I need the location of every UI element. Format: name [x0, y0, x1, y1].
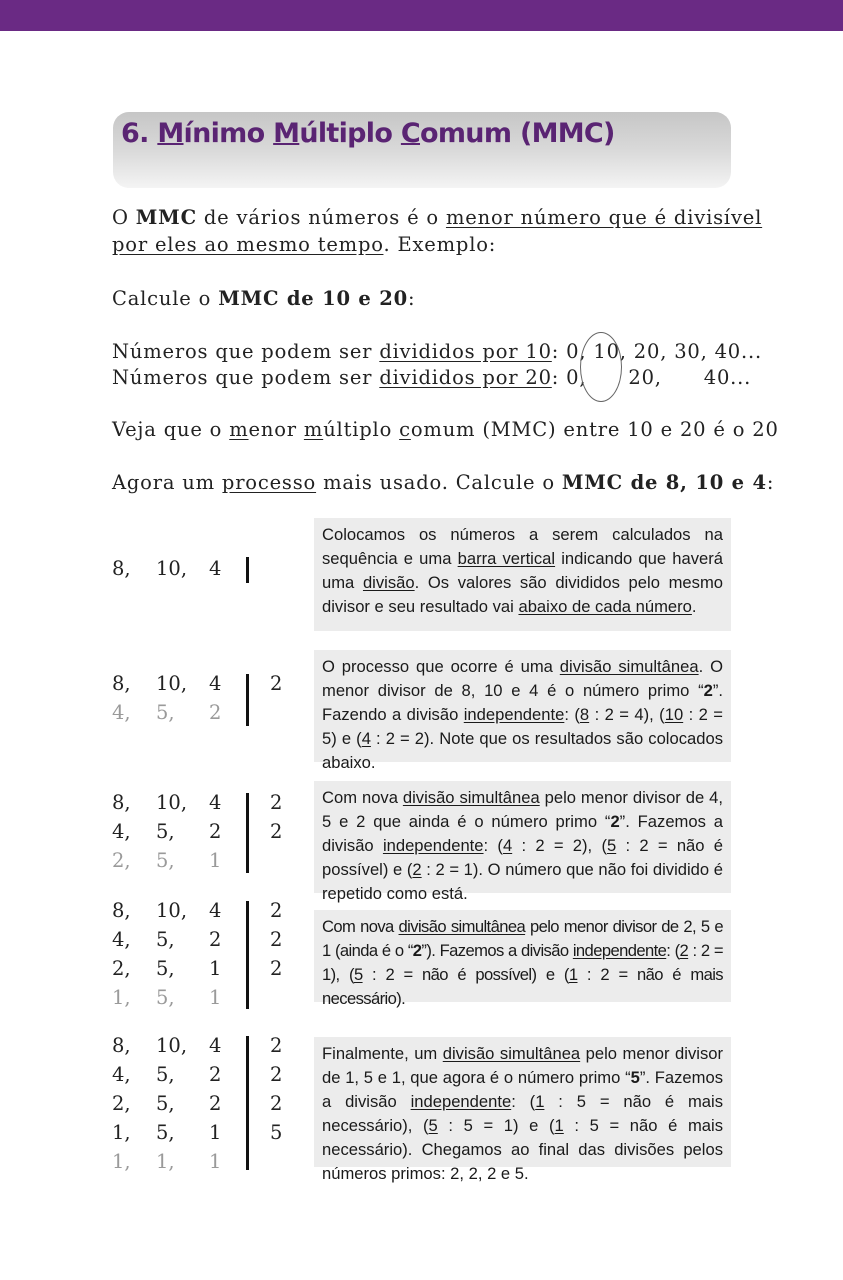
mmc-conclusion: Veja que o menor múltiplo comum (MMC) entre 10 e 20 é o 20 — [112, 418, 779, 441]
grid-value: 4, — [112, 701, 131, 724]
grid-value: 2 — [209, 928, 222, 951]
grid-row — [112, 672, 302, 700]
explanation-text: ”). Fazemos a divisão — [421, 941, 573, 960]
explanation-text: indicando que haverá uma — [322, 549, 723, 592]
grid-row — [112, 849, 302, 877]
explanation-text: independente — [572, 941, 667, 960]
explanation-text: 2 — [703, 681, 713, 700]
explanation-text: : ( — [564, 705, 580, 724]
explanation-text: Com nova — [322, 788, 403, 807]
grid-value: 5, — [156, 820, 175, 843]
grid-value: 8, — [112, 672, 131, 695]
multiples-of-20: Números que podem ser divididos por 20: 0, 20, 40... — [112, 366, 752, 389]
divisor-value: 5 — [270, 1121, 283, 1144]
grid-value: 5, — [156, 849, 175, 872]
explanation-text: 1 — [535, 1092, 545, 1111]
grid-value: 5, — [156, 701, 175, 724]
grid-value: 10, — [156, 1034, 188, 1057]
grid-value: 4, — [112, 1063, 131, 1086]
grid-value: 10, — [156, 557, 188, 580]
explanation-text: Com nova — [322, 917, 399, 936]
explanation-text: divisão simultânea — [442, 1044, 581, 1063]
explanation-text: 2 — [679, 941, 689, 960]
explanation-text: independente — [463, 705, 565, 724]
step-4-explanation — [314, 910, 731, 1008]
grid-value: 1, — [112, 1121, 131, 1144]
grid-value: 2, — [112, 957, 131, 980]
explanation-text: : 2 = 5) e ( — [322, 705, 723, 748]
grid-value: 2, — [112, 849, 131, 872]
grid-value: 10, — [156, 899, 188, 922]
definition-line-2: por eles ao mesmo tempo. Exemplo: — [112, 233, 497, 256]
explanation-text: divisão simultânea — [559, 657, 699, 676]
grid-row — [112, 1092, 302, 1120]
grid-value: 2, — [112, 1092, 131, 1115]
explanation-text: independente — [382, 836, 484, 855]
grid-row — [112, 557, 302, 585]
divisor-value: 2 — [270, 1092, 283, 1115]
explanation-text: ”. Fazendo a divisão — [322, 681, 723, 724]
explanation-text: : ( — [666, 941, 680, 960]
grid-value: 5, — [156, 1092, 175, 1115]
grid-value: 1 — [209, 1121, 222, 1144]
explanation-text: ”. Fazemos a divisão — [322, 1068, 723, 1111]
grid-value: 1, — [112, 1150, 131, 1173]
grid-value: 2 — [209, 1092, 222, 1115]
explanation-text: O processo que ocorre é uma — [322, 657, 560, 676]
explanation-text: . Os valores são divididos pelo mesmo divisor e seu resultado vai — [322, 573, 723, 616]
explanation-text: Finalmente, um — [322, 1044, 443, 1063]
explanation-text: : ( — [483, 836, 503, 855]
explanation-text: 5 — [353, 965, 363, 984]
definition-line-1: O MMC de vários números é o menor número que é divisível — [112, 206, 763, 229]
explanation-text: : 2 = não é possível) e ( — [362, 965, 569, 984]
grid-value: 5, — [156, 1121, 175, 1144]
grid-value: 4 — [209, 791, 222, 814]
grid-value: 4, — [112, 928, 131, 951]
grid-value: 4 — [209, 672, 222, 695]
explanation-text: abaixo de cada número — [518, 597, 692, 616]
step-5-explanation — [314, 1037, 731, 1183]
divisor-value: 2 — [270, 1063, 283, 1086]
explanation-text: 4 — [361, 729, 371, 748]
explanation-text: ”. Fazemos a divisão — [322, 812, 723, 855]
grid-row — [112, 928, 302, 956]
process-intro: Agora um processo mais usado. Calcule o MMC de 8, 10 e 4: — [112, 471, 775, 494]
explanation-text: 5 — [630, 1068, 640, 1087]
grid-value: 4 — [209, 557, 222, 580]
explanation-text: 4 — [502, 836, 513, 855]
divisor-value: 2 — [270, 928, 283, 951]
divisor-value: 2 — [270, 1034, 283, 1057]
division-bar — [246, 793, 249, 873]
explanation-text: 10 — [664, 705, 684, 724]
explanation-text: divisão simultânea — [402, 788, 540, 807]
divisor-value: 2 — [270, 820, 283, 843]
explanation-text: : 5 = não é mais necessário), ( — [322, 1092, 724, 1135]
explanation-text: pelo menor divisor de 4, 5 e 2 que ainda é o número primo “ — [322, 788, 723, 831]
explanation-text: barra vertical — [457, 549, 556, 568]
grid-row — [112, 791, 302, 819]
grid-value: 5, — [156, 928, 175, 951]
grid-value: 1, — [112, 986, 131, 1009]
grid-value: 10, — [156, 672, 188, 695]
grid-value: 4 — [209, 899, 222, 922]
explanation-text: 5 — [606, 836, 617, 855]
division-bar — [246, 901, 249, 1009]
grid-value: 10, — [156, 791, 188, 814]
explanation-text: 2 — [610, 812, 620, 831]
explanation-text: pelo menor divisor de 1, 5 e 1, que agora é o número primo “ — [322, 1044, 724, 1087]
explanation-text: : 2 = 1). O número que não foi dividido é repetido como está. — [322, 860, 723, 903]
grid-value: 8, — [112, 557, 131, 580]
explanation-text: : 2 = 2), ( — [512, 836, 607, 855]
grid-value: 4, — [112, 820, 131, 843]
grid-value: 8, — [112, 791, 131, 814]
section-title-box — [113, 112, 731, 188]
common-multiple-circle — [580, 332, 622, 402]
explanation-text: : 2 = 1), ( — [322, 941, 723, 984]
explanation-text: Colocamos os números a serem calculados na sequência e uma — [322, 525, 723, 568]
divisor-value: 2 — [270, 791, 283, 814]
grid-value: 2 — [209, 1063, 222, 1086]
explanation-text: divisão simultânea — [398, 917, 526, 936]
division-bar — [246, 674, 249, 726]
divisor-value: 2 — [270, 899, 283, 922]
grid-value: 4 — [209, 1034, 222, 1057]
division-bar — [246, 1036, 249, 1170]
explanation-text: : 2 = não é possível) e ( — [322, 836, 724, 879]
grid-value: 5, — [156, 1063, 175, 1086]
step-1-explanation — [314, 518, 731, 631]
top-color-bar — [0, 0, 843, 31]
grid-value: 1, — [156, 1150, 175, 1173]
grid-row — [112, 899, 302, 927]
multiples-of-10: Números que podem ser divididos por 10: 0, 10, 20, 30, 40... — [112, 340, 763, 363]
section-title: 6. Mínimo Múltiplo Comum (MMC) — [121, 118, 615, 149]
explanation-text: : ( — [511, 1092, 536, 1111]
grid-value: 8, — [112, 1034, 131, 1057]
grid-row — [112, 957, 302, 985]
divisor-value: 2 — [270, 672, 283, 695]
explanation-text: 1 — [568, 965, 578, 984]
grid-row — [112, 1150, 302, 1178]
grid-row — [112, 1121, 302, 1149]
explanation-text: pelo menor divisor de 2, 5 e 1 (ainda é o “ — [322, 917, 723, 960]
explanation-text: . O menor divisor de 8, 10 e 4 é o número primo “ — [322, 657, 723, 700]
explanation-text: 2 — [412, 941, 422, 960]
explanation-text: 1 — [554, 1116, 564, 1135]
explanation-text: : 2 = não é mais necessário). — [322, 965, 723, 1008]
grid-row — [112, 701, 302, 729]
grid-value: 5, — [156, 957, 175, 980]
explanation-text: 8 — [579, 705, 590, 724]
grid-value: 5, — [156, 986, 175, 1009]
explanation-text: 2 — [412, 860, 422, 879]
example-prompt: Calcule o MMC de 10 e 20: — [112, 287, 416, 310]
grid-value: 1 — [209, 849, 222, 872]
explanation-text: 5 — [428, 1116, 438, 1135]
step-3-explanation — [314, 781, 731, 903]
divisor-value: 2 — [270, 957, 283, 980]
grid-row — [112, 986, 302, 1014]
explanation-text: divisão — [362, 573, 415, 592]
grid-row — [112, 820, 302, 848]
grid-value: 1 — [209, 957, 222, 980]
grid-value: 2 — [209, 820, 222, 843]
explanation-text: independente — [410, 1092, 512, 1111]
grid-row — [112, 1063, 302, 1091]
grid-row — [112, 1034, 302, 1062]
division-bar — [246, 557, 249, 583]
explanation-text: : 5 = 1) e ( — [437, 1116, 555, 1135]
grid-value: 2 — [209, 701, 222, 724]
step-2-explanation — [314, 650, 731, 772]
explanation-text: . — [691, 597, 697, 616]
grid-value: 1 — [209, 1150, 222, 1173]
explanation-text: : 5 = não é mais necessário). Chegamos ao final das divisões pelos números primos: 2, 2, 2 e 5. — [322, 1116, 723, 1183]
explanation-text: : 2 = 4), ( — [589, 705, 665, 724]
grid-value: 8, — [112, 899, 131, 922]
explanation-text: : 2 = 2). Note que os resultados são colocados abaixo. — [322, 729, 723, 772]
grid-value: 1 — [209, 986, 222, 1009]
